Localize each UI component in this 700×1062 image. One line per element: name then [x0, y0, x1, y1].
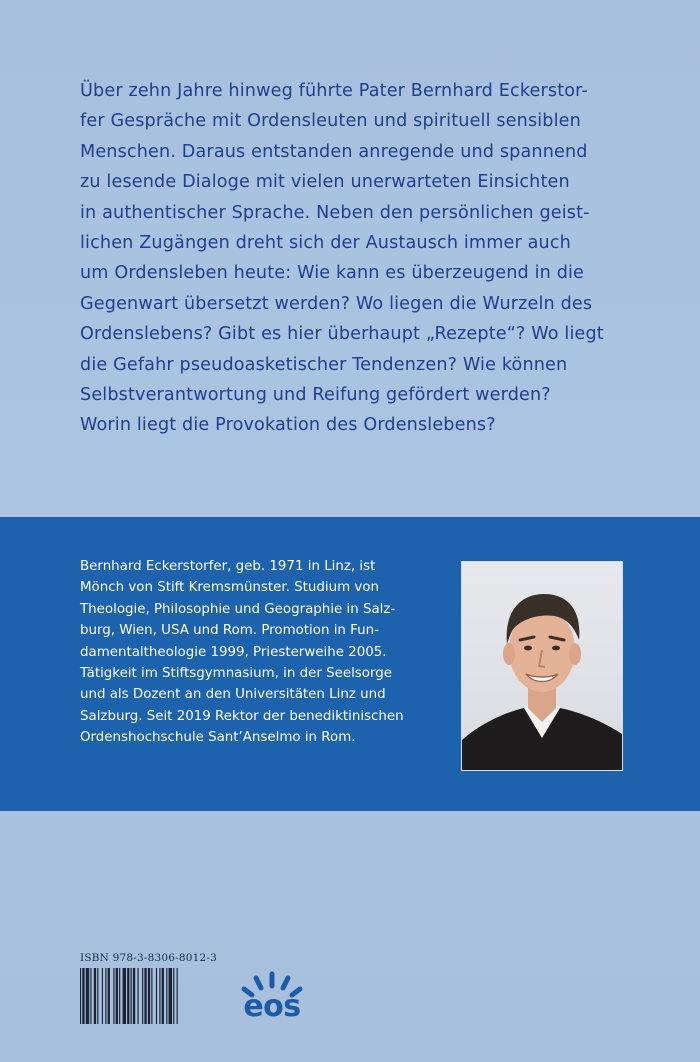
blurb-line: zu lesende Dialoge mit vielen unerwarteten Einsichten: [80, 172, 570, 193]
bio-line: Mönch von Stift Kremsmünster. Studium von: [80, 580, 380, 596]
bio-line: Bernhard Eckerstorfer, geb. 1971 in Linz, ist: [80, 559, 376, 574]
blurb-line: Gegenwart übersetzt werden? Wo liegen die Wurzeln des: [80, 293, 593, 314]
author-bio: [80, 556, 450, 749]
barcode-bar: [177, 968, 178, 1024]
barcode-bar: [142, 968, 143, 1024]
bio-line: Salzburg. Seit 2019 Rektor der benediktinischen: [80, 708, 404, 724]
bio-line: Tätigkeit im Stiftsgymnasium, in der Seelsorge: [80, 666, 392, 682]
barcode-bar: [127, 968, 129, 1024]
barcode-bar: [105, 968, 106, 1024]
barcode-bar: [151, 968, 152, 1024]
barcode-bar: [108, 968, 110, 1024]
barcode-bar: [119, 968, 120, 1024]
barcode-bar: [123, 968, 126, 1024]
barcode-bar: [86, 968, 89, 1024]
blurb-text: [80, 76, 660, 441]
barcode-bar: [166, 968, 167, 1024]
barcode-bar: [102, 968, 103, 1024]
barcode-bar: [162, 968, 164, 1024]
barcode-bar: [97, 968, 98, 1024]
barcode-bar: [131, 968, 132, 1024]
blurb-line: lichen Zugängen dreht sich der Austausch immer auch: [80, 233, 571, 254]
author-photo: [461, 561, 623, 771]
barcode-bar: [82, 968, 84, 1024]
barcode-bar: [173, 968, 174, 1024]
author-portrait-icon: [462, 562, 622, 770]
barcode-bar: [148, 968, 150, 1024]
bio-line: burg, Wien, USA und Rom. Promotion in Fun-: [80, 623, 379, 639]
blurb-line: um Ordensleben heute: Wie kann es überzeugend in die: [80, 263, 585, 284]
isbn-number: ISBN 978-3-8306-8012-3: [80, 952, 218, 964]
blurb-line: Worin liegt die Provokation des Ordenslebens?: [80, 415, 496, 436]
blurb-line: Über zehn Jahre hinweg führte Pater Bernhard Eckerstor-: [80, 81, 588, 101]
barcode-bar: [138, 968, 139, 1024]
barcode-bar: [90, 968, 91, 1024]
bio-line: Ordenshochschule Sant’Anselmo in Rom.: [80, 730, 356, 746]
barcode-bar: [94, 968, 96, 1024]
publisher-logo-text: eos: [243, 989, 301, 1024]
barcode-bar: [80, 968, 81, 1024]
blurb-line: die Gefahr pseudoasketischer Tendenzen? Wie können: [80, 354, 568, 375]
blurb-line: in authentischer Sprache. Neben den persönlichen geist-: [80, 202, 590, 223]
blurb-line: Menschen. Daraus entstanden anregende und spannend: [80, 141, 588, 162]
blurb-line: Ordenslebens? Gibt es hier überhaupt „Rezepte“? Wo liegt: [80, 324, 604, 345]
bio-line: Theologie, Philosophie und Geographie in Salz-: [80, 601, 396, 617]
blurb-line: Selbstverantwortung und Reifung gefördert werden?: [80, 385, 551, 406]
barcode-bar: [159, 968, 160, 1024]
blurb-line: fer Gespräche mit Ordensleuten und spirituell sensiblen: [80, 111, 581, 132]
barcode-bar: [144, 968, 146, 1024]
barcode-bar: [133, 968, 135, 1024]
barcode-bar: [169, 968, 172, 1024]
bio-line: damentaltheologie 1999, Priesterweihe 2005.: [80, 644, 387, 660]
barcode-bar: [156, 968, 157, 1024]
barcode-bar: [113, 968, 114, 1024]
bio-line: und als Dozent an den Universitäten Linz und: [80, 687, 386, 703]
barcode-bar: [116, 968, 118, 1024]
barcode-icon: [80, 968, 206, 1024]
